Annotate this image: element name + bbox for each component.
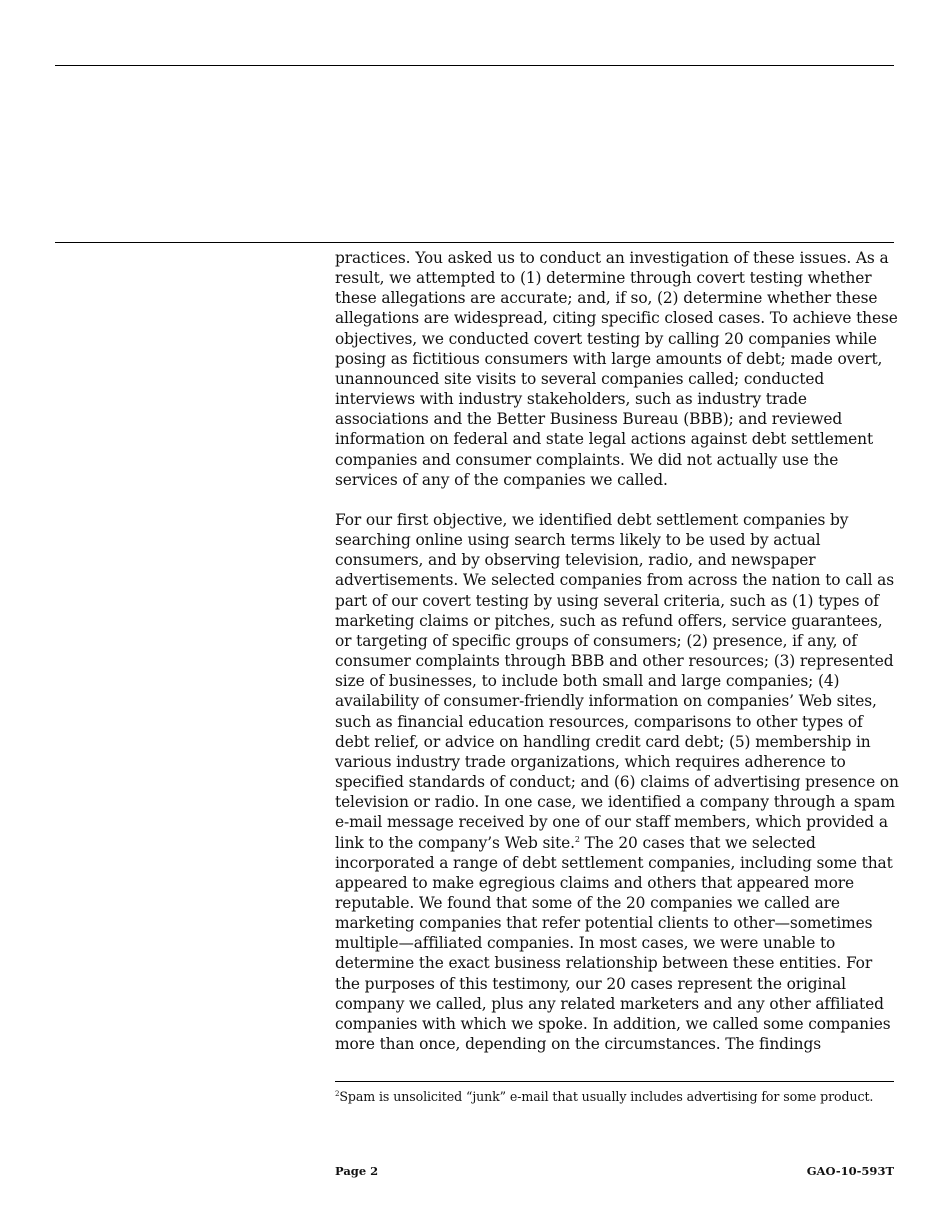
footnote-separator bbox=[335, 1081, 894, 1082]
paragraph-2-text bbox=[335, 510, 900, 1054]
paragraph-1-text: practices. You asked us to conduct an investigation of these issues. As a result, we attempted to (1) determine through covert testing whether these allegations are accurate; and, if so, (2) determine whether these allegations are widespread, citing specific closed cases. To achieve these objectives, we conducted covert testing by calling 20 companies while posing as fictitious consumers with large amounts of debt; made overt, unannounced site visits to several companies called; conducted interviews with industry stakeholders, such as industry trade associations and the Better Business Bureau (BBB); and reviewed information on federal and state legal actions against debt settlement companies and consumer complaints. We did not actually use the services of any of the companies we called. bbox=[335, 249, 898, 489]
section-divider bbox=[55, 242, 894, 243]
header-rule bbox=[55, 65, 894, 66]
footnote-reference[interactable]: 2 bbox=[574, 834, 580, 844]
footnote bbox=[335, 1089, 894, 1105]
paragraph-2-part-2: The 20 cases that we selected incorporated a range of debt settlement companies, including some that appeared to make egregious claims and others that appeared more reputable. We found that some of the 20 companies we called are marketing companies that refer potential clients to other—sometimes multiple—affiliated companies. In most cases, we were unable to determine the exact business relationship between these entities. For the purposes of this testimony, our 20 cases represent the original company we called, plus any related marketers and any other affiliated companies with which we spoke. In addition, we called some companies more than once, depending on the circumstances. The findings bbox=[335, 833, 893, 1054]
body-paragraph-2 bbox=[335, 510, 900, 1054]
paragraph-2-part-1: For our first objective, we identified debt settlement companies by searching online using search terms likely to be used by actual consumers, and by observing television, radio, and newspaper advertisements. We selected companies from across the nation to call as part of our covert testing by using several criteria, such as (1) types of marketing claims or pitches, such as refund offers, service guarantees, or targeting of specific groups of consumers; (2) presence, if any, of consumer complaints through BBB and other resources; (3) represented size of businesses, to include both small and large companies; (4) availability of consumer-friendly information on companies’ Web sites, such as financial education resources, comparisons to other types of debt relief, or advice on handling credit card debt; (5) membership in various industry trade organizations, which requires adherence to specified standards of conduct; and (6) claims of advertising presence on television or radio. In one case, we identified a company through a spam e-mail message received by one of our staff members, which provided a link to the company’s Web site. bbox=[335, 511, 899, 852]
body-paragraph-1 bbox=[335, 248, 900, 490]
footnote-number: 2 bbox=[335, 1089, 340, 1098]
report-id: GAO-10-593T bbox=[806, 1164, 894, 1178]
footnote-text: Spam is unsolicited “junk” e-mail that usually includes advertising for some product. bbox=[339, 1089, 874, 1104]
page-number: Page 2 bbox=[335, 1164, 379, 1178]
